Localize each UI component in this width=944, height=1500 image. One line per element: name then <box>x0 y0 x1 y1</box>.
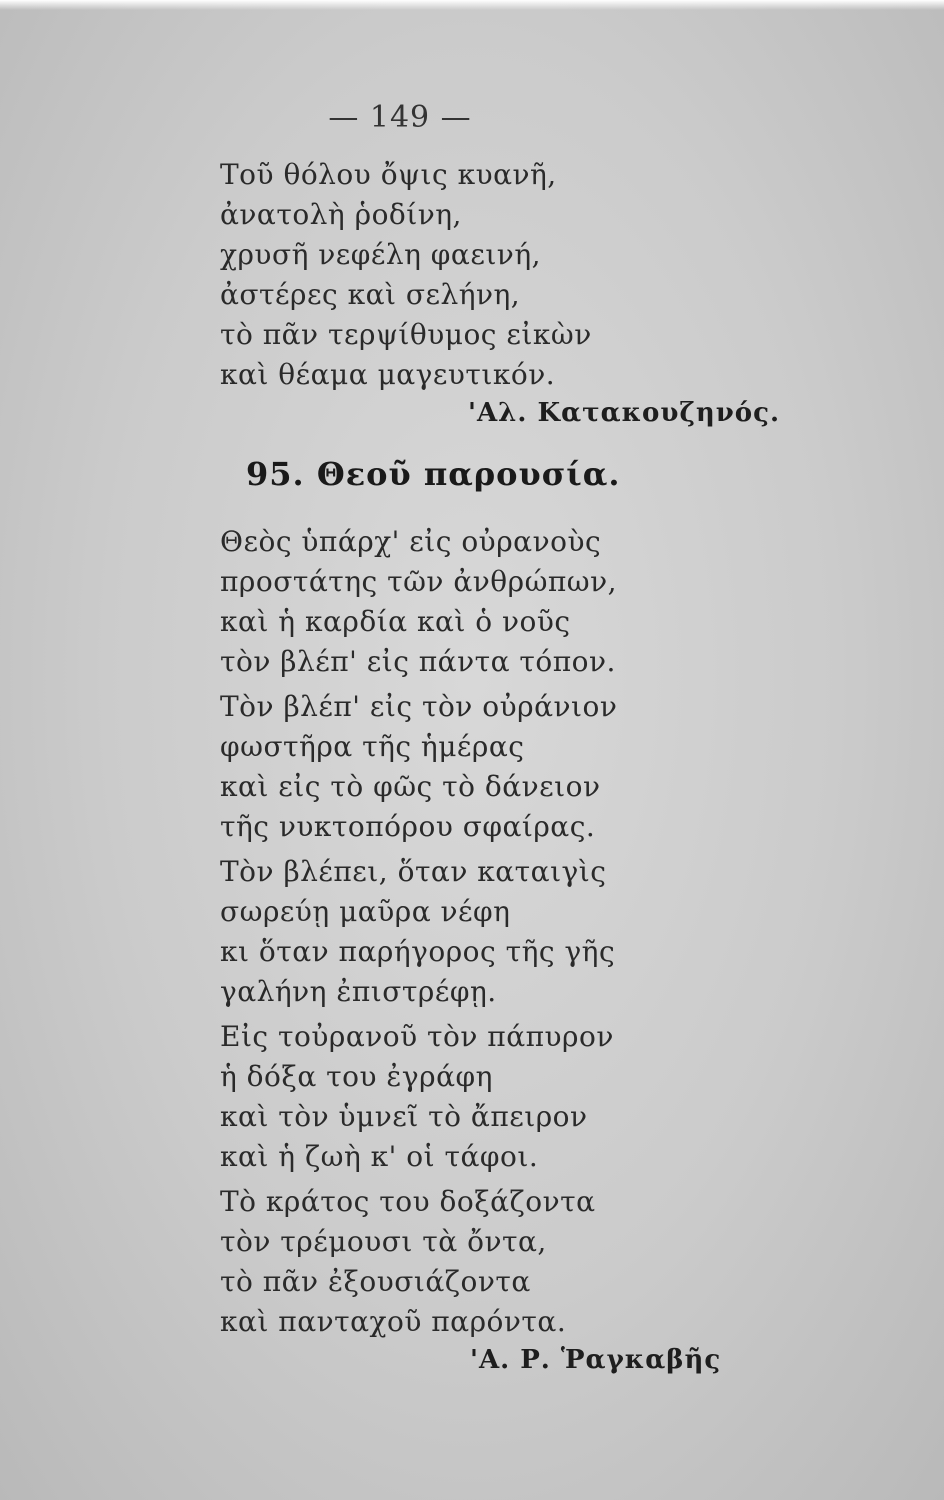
poem-line: σωρεύῃ μαῦρα νέφη <box>220 895 511 928</box>
poem-line: προστάτης τῶν ἀνθρώπων, <box>220 565 618 598</box>
poem-line: Θεὸς ὑπάρχ' εἰς οὐρανοὺς <box>220 525 602 558</box>
poem-line: φωστῆρα τῆς ἡμέρας <box>220 730 525 763</box>
page-number: — 149 — <box>328 100 472 135</box>
poem-line: ἡ δόξα του ἐγράφη <box>220 1060 493 1093</box>
poem-line: Τὸν βλέπει, ὅταν καταιγὶς <box>220 855 607 888</box>
poem-line: Τὸ κράτος του δοξάζοντα <box>220 1185 596 1218</box>
poem-line: χρυσῆ νεφέλη φαεινή, <box>220 238 541 271</box>
poem-line: ἀνατολὴ ῥοδίνη, <box>220 198 462 231</box>
poem-line: καὶ πανταχοῦ παρόντα. <box>220 1305 567 1338</box>
poem-line: τὸν βλέπ' εἰς πάντα τόπον. <box>220 645 616 678</box>
poem-author: 'Αλ. Κατακουζηνός. <box>468 398 781 428</box>
poem-line: καὶ ἡ καρδία καὶ ὁ νοῦς <box>220 605 571 638</box>
poem-author: 'Α. Ρ. Ῥαγκαβῆς <box>470 1345 722 1375</box>
poem-line: καὶ τὸν ὑμνεῖ τὸ ἄπειρον <box>220 1100 588 1133</box>
page-edge <box>0 0 944 10</box>
poem-line: κι ὅταν παρήγορος τῆς γῆς <box>220 935 616 968</box>
poem-line: Τοῦ θόλου ὄψις κυανῆ, <box>220 158 557 191</box>
poem-line: Εἰς τοὐρανοῦ τὸν πάπυρον <box>220 1020 614 1053</box>
poem-line: τῆς νυκτοπόρου σφαίρας. <box>220 810 596 843</box>
poem-line: ἀστέρες καὶ σελήνη, <box>220 278 521 311</box>
poem-line: γαλήνη ἐπιστρέφῃ. <box>220 975 497 1008</box>
poem-line: Τὸν βλέπ' εἰς τὸν οὐράνιον <box>220 690 618 723</box>
poem-line: τὸ πᾶν τερψίθυμος εἰκὼν <box>220 318 592 351</box>
poem-line: καὶ ἡ ζωὴ κ' οἱ τάφοι. <box>220 1140 539 1173</box>
poem-line: τὸν τρέμουσι τὰ ὄντα, <box>220 1225 547 1258</box>
poem-heading: 95. Θεοῦ παρουσία. <box>246 455 621 493</box>
poem-line: καὶ εἰς τὸ φῶς τὸ δάνειον <box>220 770 601 803</box>
poem-line: τὸ πᾶν ἐξουσιάζοντα <box>220 1265 531 1298</box>
poem-line: καὶ θέαμα μαγευτικόν. <box>220 358 556 391</box>
